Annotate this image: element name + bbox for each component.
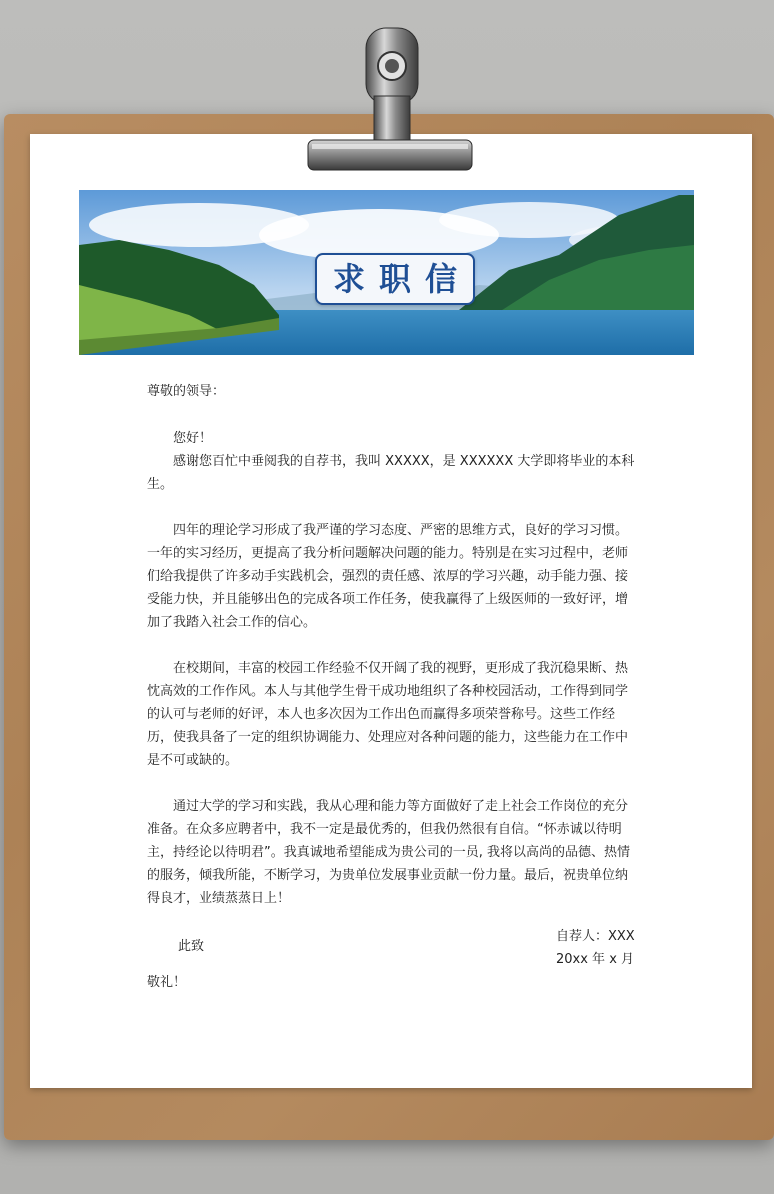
intro-paragraph: 感谢您百忙中垂阅我的自荐书，我叫 XXXXX，是 XXXXXX 大学即将毕业的本科生。 (147, 454, 635, 492)
clip-base-icon (306, 136, 474, 174)
letter-body (147, 380, 635, 994)
closing-regards: 敬礼！ (147, 975, 187, 990)
paragraph: 通过大学的学习和实践，我从心理和能力等方面做好了走上社会工作岗位的充分准备。在众多应聘者中，我不一定是最优秀的，但我仍然很有自信。“怀赤诚以待明主，持经论以待明君”。我真诚地希望能成为贵公司的一员, 我将以高尚的品德、热情的服务，倾我所能，不断学习，为贵单位发展事业贡献一份力量。最后，祝贵单位纳得良才，业绩蒸蒸日上！ (147, 799, 631, 906)
greeting: 您好！ (173, 431, 213, 446)
date: 20xx 年 x 月 (556, 952, 635, 967)
binder-clip-icon (362, 26, 422, 146)
title-box (315, 253, 475, 305)
page-title: 求职信 (332, 260, 471, 298)
paragraph: 四年的理论学习形成了我严谨的学习态度、严密的思维方式，良好的学习习惯。一年的实习经历，更提高了我分析问题解决问题的能力。特别是在实习过程中，老师们给我提供了许多动手实践机会，强烈的责任感、浓厚的学习兴趣，动手能力强、接受能力快，并且能够出色的完成各项工作任务，使我赢得了上级医师的一致好评，增加了我踏入社会工作的信心。 (147, 523, 629, 630)
signature-block (556, 925, 635, 971)
closing-line: 此致 (178, 939, 205, 954)
paragraph: 在校期间，丰富的校园工作经验不仅开阔了我的视野，更形成了我沉稳果断、热忱高效的工作作风。本人与其他学生骨干成功地组织了各种校园活动，工作得到同学的认可与老师的好评，本人也多次因为工作出色而赢得多项荣誉称号。这些工作经历，使我具备了一定的组织协调能力、处理应对各种问题的能力，这些能力在工作中是不可或缺的。 (147, 661, 629, 768)
signer: 自荐人：XXX (556, 929, 635, 944)
salutation: 尊敬的领导： (147, 384, 226, 399)
